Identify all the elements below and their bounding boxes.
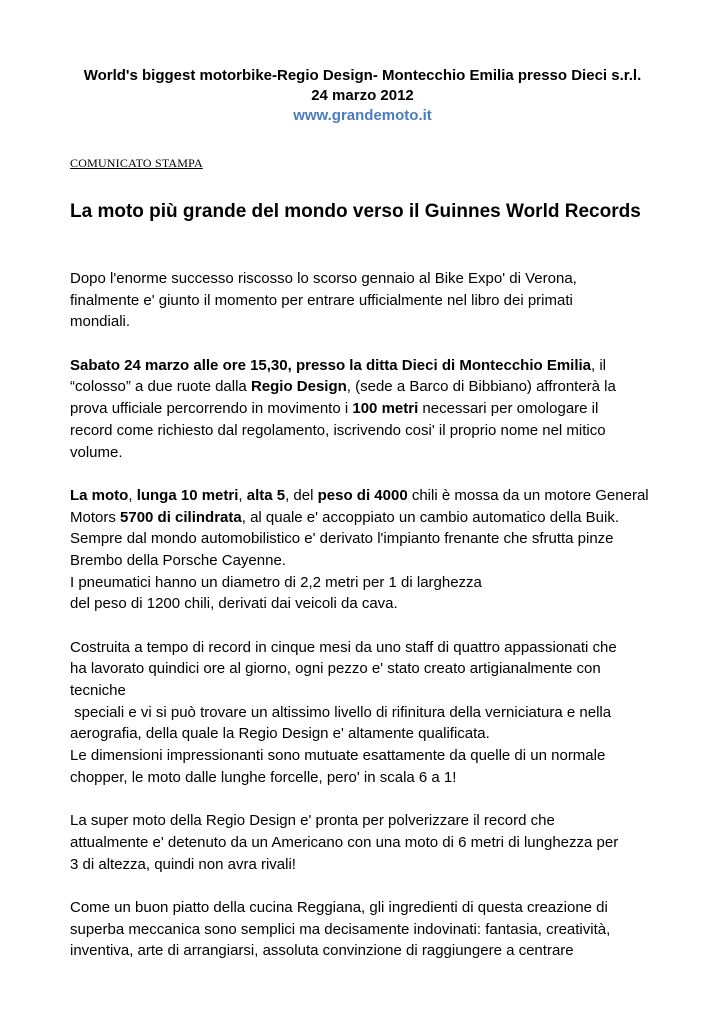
article-body [70,268,710,962]
text-line: volume. [70,443,123,461]
text-line: speciali e vi si può trovare un altissimo livello di rifinitura della verniciatura e nella [70,703,612,721]
text-span: Motors [70,508,121,526]
text-line: aerografia, della quale la Regio Design e' altamente qualificata. [70,725,490,743]
text-line: 3 di altezza, quindi non avra rivali! [70,855,296,873]
text-span: , al quale e' accoppiato un cambio automatico della Buik. [241,508,620,526]
press-release-label: COMUNICATO STAMPA [70,156,203,170]
header-date: 24 marzo 2012 [311,87,414,104]
bold-text: 5700 di cilindrata [120,508,242,526]
text-span: “colosso” a due ruote dalla [70,378,251,396]
text-line: Brembo della Porsche Cayenne. [70,551,286,569]
text-line [70,485,710,507]
text-line: Dopo l'enorme successo riscosso lo scorso gennaio al Bike Expo' di Verona, [70,270,577,287]
text-line [70,355,710,377]
text-line: Sempre dal mondo automobilistico e' derivato l'impianto frenante che sfrutta pinze [70,530,614,548]
text-span: chili è mossa da un motore General [407,486,649,504]
bold-text: alta 5 [246,486,286,504]
bold-text: Sabato 24 marzo alle ore 15,30, presso la ditta Dieci di Montecchio Emilia [70,356,592,374]
text-line: superba meccanica sono semplici ma decisamente indovinati: fantasia, creatività, [70,920,611,938]
text-span: , il [591,356,607,374]
text-line: mondiali. [70,313,131,331]
text-line: chopper, le moto dalle lunghe forcelle, pero' in scala 6 a 1! [70,768,457,786]
text-span: necessari per omologare il [418,400,599,418]
bold-text: La moto [70,486,129,504]
header-website-link[interactable]: www.grandemoto.it [293,107,432,124]
text-line: inventiva, arte di arrangiarsi, assoluta convinzione di raggiungere a centrare [70,942,574,960]
text-span: , [128,486,137,504]
text-line: Costruita a tempo di record in cinque mesi da uno staff di quattro appassionati che [70,638,617,656]
text-span: , del [285,486,318,504]
text-line: tecniche [70,682,126,700]
text-line [70,376,710,398]
text-line: Le dimensioni impressionanti sono mutuate esattamente da quelle di un normale [70,747,606,765]
text-line: finalmente e' giunto il momento per entrare ufficialmente nel libro dei primati [70,291,573,309]
article-title: La moto più grande del mondo verso il Guinnes World Records [70,201,641,222]
paragraph-record [70,810,710,875]
paragraph-specs [70,485,710,615]
text-line: del peso di 1200 chili, derivati dai veicoli da cava. [70,595,398,613]
text-span: , [238,486,247,504]
text-line [70,398,710,420]
paragraph-ingredients [70,897,710,962]
bold-text: lunga 10 metri [136,486,239,504]
text-line: ha lavorato quindici ore al giorno, ogni pezzo e' stato creato artigianalmente con [70,660,601,678]
text-line: Come un buon piatto della cucina Reggiana, gli ingredienti di questa creazione di [70,898,608,916]
text-line: I pneumatici hanno un diametro di 2,2 metri per 1 di larghezza [70,573,482,591]
bold-text: peso di 4000 [317,486,408,504]
paragraph-event [70,355,710,463]
bold-text: 100 metri [352,400,419,418]
document-header [0,66,725,126]
paragraph-intro [70,268,710,333]
text-line: record come richiesto dal regolamento, iscrivendo cosi' il proprio nome nel mitico [70,421,606,439]
bold-text: Regio Design [250,378,347,396]
text-span: prova ufficiale percorrendo in movimento i [70,400,353,418]
text-line: La super moto della Regio Design e' pronta per polverizzare il record che [70,812,555,830]
paragraph-construction [70,637,710,789]
text-span: , (sede a Barco di Bibbiano) affronterà la [346,378,616,396]
header-headline: World's biggest motorbike-Regio Design- Montecchio Emilia presso Dieci s.r.l. [83,67,642,84]
text-line [70,507,710,529]
text-line: attualmente e' detenuto da un Americano con una moto di 6 metri di lunghezza per [70,833,619,851]
